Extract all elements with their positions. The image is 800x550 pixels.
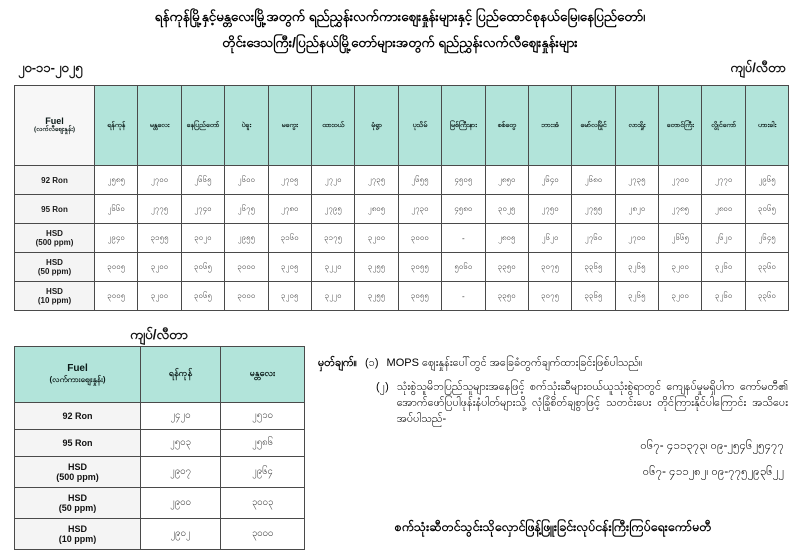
retail-price-cell: ၃၀၂၀	[181, 224, 224, 253]
wholesale-row-label-0	[15, 403, 141, 430]
retail-price-cell: ၃၀၀၀	[225, 253, 268, 282]
retail-price-cell: ၃၂၀၅	[268, 253, 311, 282]
wholesale-col-mandalay: မန္တလေး	[221, 347, 305, 403]
unit-label-top: ကျပ်/လီတာ	[730, 60, 786, 75]
phone-line-1: ၀၆၇- ၄၁၁၃၇၃၊ ၀၉-၂၅၄၆၂၅၄၇၇	[640, 439, 784, 452]
committee-name: စက်သုံးဆီတင်သွင်းသိုလှောင်ဖြန့်ဖြူးခြင်းလုပ်ငန်းကြီးကြပ်ရေးကော်မတီ	[394, 520, 712, 534]
retail-price-cell: ၃၀၀၅	[95, 282, 138, 311]
retail-price-cell: ၃၂၀၀	[659, 253, 702, 282]
retail-price-cell: ၃၂၆၀	[702, 282, 745, 311]
retail-price-cell: ၂၆၀၀	[225, 166, 268, 195]
retail-price-cell: ၃၂၆၅	[615, 282, 658, 311]
retail-price-cell: ၃၂၆၅	[615, 253, 658, 282]
retail-price-cell: ၂၈၀၀	[702, 195, 745, 224]
document-title-line1: ရန်ကုန်မြို့နှင့်မန္တလေးမြို့အတွက် ရည်ညွှန်းလက်ကားဈေးနှုန်းများနှင့် ပြည်ထောင်စုနယ်မြေ၊နေပြည်တော်၊	[154, 9, 646, 24]
wholesale-price-table	[14, 346, 305, 550]
retail-city-header-10: ဘားအံ	[528, 86, 571, 166]
retail-city-header-1: မန္တလေး	[138, 86, 181, 166]
retail-fuel-header: Fuel	[45, 116, 64, 126]
retail-row-label-4	[15, 282, 95, 311]
fuel-label-line2: (50 ppm)	[37, 267, 72, 276]
fuel-label-line1: 95 Ron	[41, 204, 68, 214]
retail-price-cell: ၂၇၀၀	[659, 166, 702, 195]
fuel-label-line1: HSD	[46, 258, 63, 267]
retail-price-cell: ၂၇၇၅	[138, 195, 181, 224]
retail-city-header-15: ဟားခါး	[745, 86, 788, 166]
retail-price-cell: ၂၈၅၀	[485, 166, 528, 195]
retail-price-cell: ၃၂၂၀	[311, 282, 354, 311]
retail-price-cell: ၃၃၆၀	[745, 253, 788, 282]
retail-price-cell: ၃၀၆၅	[181, 253, 224, 282]
retail-price-cell: ၅၀၆၀	[442, 253, 485, 282]
retail-row-label-2	[15, 224, 95, 253]
retail-price-cell: ၂၇၃၅	[615, 166, 658, 195]
retail-price-cell: ၄၅၈၀	[442, 195, 485, 224]
retail-price-cell: ၂၆၈၀	[572, 166, 615, 195]
retail-row-label-3	[15, 253, 95, 282]
wholesale-row-label-3	[15, 488, 141, 519]
retail-row-4	[15, 282, 789, 311]
fuel-label-line1: 92 Ron	[41, 175, 68, 185]
wholesale-col-yangon: ရန်ကုန်	[141, 347, 221, 403]
retail-price-cell: ၃၂၆၀	[702, 253, 745, 282]
retail-price-cell: ၃၃၅၀	[485, 282, 528, 311]
retail-row-1	[15, 195, 789, 224]
note-2-text: သုံးစွဲသူမိဘပြည်သူများအနေဖြင့် စက်သုံးဆီများဝယ်ယူသုံးစွဲရာတွင် ကျေနပ်မှုမရှိပါက ကော်မတီ၏ အောက်ဖော်ပြပါဖုန်းနံပါတ်များသို့ လုံခြုံစိတ်ချစွာဖြင့် သတင်းပေး တိုင်ကြားနိုင်ပါကြောင်း အသိပေးအပ်ပါသည်-	[396, 380, 788, 425]
retail-price-cell: ၃၀၂၅	[485, 195, 528, 224]
retail-price-cell: ၂၇၀၀	[138, 166, 181, 195]
retail-price-cell: ၂၆၄၅	[745, 224, 788, 253]
retail-price-table	[14, 85, 789, 311]
retail-row-0	[15, 166, 789, 195]
retail-price-cell: ၂၇၈၅	[659, 195, 702, 224]
retail-city-header-4: မကွေး	[268, 86, 311, 166]
retail-price-cell: ၂၉၆၅	[745, 166, 788, 195]
wholesale-row-3	[15, 488, 305, 519]
retail-city-header-6: မုံရွာ	[355, 86, 398, 166]
note-2	[376, 380, 788, 428]
retail-price-cell: ၃၁၅၅	[138, 224, 181, 253]
fuel-label-line1: 92 Ron	[62, 411, 93, 421]
retail-price-cell: ၃၀၆၅	[181, 282, 224, 311]
wholesale-price-cell: ၃၀၀၀	[221, 519, 305, 550]
retail-price-cell: ၂၇၄၀	[181, 195, 224, 224]
retail-price-cell: -	[442, 282, 485, 311]
retail-city-header-14: လွိုင်ကော်	[702, 86, 745, 166]
retail-price-cell: ၂၆၂၀	[702, 224, 745, 253]
retail-price-cell: ၃၂၀၀	[138, 253, 181, 282]
retail-price-cell: ၂၇၉၅	[311, 195, 354, 224]
retail-price-cell: ၂၇၅၀	[528, 195, 571, 224]
wholesale-row-label-4	[15, 519, 141, 550]
phone-line-2: ၀၆၇- ၄၁၁၂၈၂၊ ၀၉-၇၇၅၂၉၃၆၂၂	[642, 466, 784, 479]
retail-city-header-7: ပုသိမ်	[398, 86, 441, 166]
retail-price-cell: ၃၂၅၅	[355, 253, 398, 282]
wholesale-fuel-subheader: (လက်ကားဈေးနှုန်း)	[49, 375, 106, 384]
note-2-number: (၂)	[376, 380, 389, 393]
retail-price-cell: ၃၃၅၀	[485, 253, 528, 282]
retail-city-header-3: ပဲခူး	[225, 86, 268, 166]
notes-section	[318, 356, 788, 481]
retail-city-header-13: တောင်ကြီး	[659, 86, 702, 166]
retail-price-cell: ၃၂၀၀	[355, 224, 398, 253]
wholesale-price-cell: ၃၀၀၃	[221, 488, 305, 519]
wholesale-fuel-header: Fuel	[67, 363, 88, 374]
wholesale-row-2	[15, 457, 305, 488]
retail-price-cell: ၄၅၀၅	[442, 166, 485, 195]
retail-price-cell: ၂၇၂၀	[311, 166, 354, 195]
retail-price-cell: ၃၂၀၅	[268, 282, 311, 311]
retail-price-cell: ၃၂၀၀	[659, 282, 702, 311]
fuel-label-line1: HSD	[67, 493, 87, 503]
retail-table-header-row	[15, 86, 789, 166]
retail-price-cell: ၂၆၅၅	[398, 166, 441, 195]
wholesale-row-label-2	[15, 457, 141, 488]
fuel-label-line2: (500 ppm)	[35, 238, 74, 247]
retail-price-cell: ၃၃၆၅	[572, 282, 615, 311]
retail-price-cell: ၃၀၆၅	[745, 195, 788, 224]
document-title-line2: တိုင်းဒေသကြီး/ပြည်နယ်မြို့တော်များအတွက် ရည်ညွှန်းလက်လီဈေးနှုန်းများ	[222, 35, 578, 50]
wholesale-price-cell: ၂၉၀၇	[141, 457, 221, 488]
fuel-label-line2: (10 ppm)	[58, 534, 97, 544]
retail-row-2	[15, 224, 789, 253]
retail-price-cell: ၃၂၀၀	[138, 282, 181, 311]
fuel-label-line2: (50 ppm)	[58, 503, 97, 513]
unit-label-bottom: ကျပ်/လီတာ	[130, 327, 188, 342]
fuel-label-line1: HSD	[67, 462, 87, 472]
wholesale-table-header-row	[15, 347, 305, 403]
retail-price-cell: ၂၆၇၅	[225, 195, 268, 224]
retail-price-cell: ၃၂၅၅	[355, 282, 398, 311]
retail-price-cell: ၃၀၅၅	[398, 253, 441, 282]
retail-price-cell: ၂၈၀၅	[485, 224, 528, 253]
retail-price-cell: -	[442, 224, 485, 253]
retail-price-cell: ၂၇၃၅	[355, 166, 398, 195]
wholesale-price-cell: ၂၅၁၀	[221, 403, 305, 430]
retail-price-cell: ၂၆၂၀	[528, 224, 571, 253]
fuel-label-line1: HSD	[46, 287, 63, 296]
fuel-label-line1: HSD	[67, 524, 87, 534]
retail-price-cell: ၂၅၈၅	[95, 166, 138, 195]
wholesale-row-4	[15, 519, 305, 550]
wholesale-price-cell: ၂၉၆၄	[221, 457, 305, 488]
wholesale-price-cell: ၂၄၂၀	[141, 403, 221, 430]
wholesale-row-1	[15, 430, 305, 457]
note-1-text: MOPS ဈေးနှုန်းပေါ်တွင် အခြေခံတွက်ချက်ထားခြင်းဖြစ်ပါသည်။	[386, 357, 643, 369]
retail-price-cell: ၂၈၀၅	[355, 195, 398, 224]
retail-price-cell: ၃၃၆၅	[572, 253, 615, 282]
retail-price-cell: ၃၀၀၀	[398, 224, 441, 253]
retail-price-cell: ၃၀၀၀	[225, 282, 268, 311]
retail-price-cell: ၂၆၆၅	[181, 166, 224, 195]
retail-price-cell: ၂၇၈၀	[268, 195, 311, 224]
fuel-label-line2: (500 ppm)	[56, 472, 99, 482]
retail-price-cell: ၂၉၅၅	[225, 224, 268, 253]
wholesale-price-cell: ၂၅၈၆	[221, 430, 305, 457]
retail-price-cell: ၃၀၇၅	[528, 253, 571, 282]
retail-price-cell: ၂၆၆၀	[95, 195, 138, 224]
fuel-label-line1: 95 Ron	[62, 438, 93, 448]
wholesale-price-cell: ၂၅၀၃	[141, 430, 221, 457]
retail-price-cell: ၃၂၂၀	[311, 253, 354, 282]
retail-price-cell: ၂၇၆၀	[572, 224, 615, 253]
retail-price-cell: ၃၃၆၀	[745, 282, 788, 311]
fuel-label-line1: HSD	[46, 229, 63, 238]
retail-price-cell: ၂၈၂၀	[615, 195, 658, 224]
retail-fuel-header-cell	[15, 86, 95, 166]
retail-price-cell: ၂၆၄၀	[528, 166, 571, 195]
note-1	[318, 356, 788, 372]
retail-city-header-12: လားရှိုး	[615, 86, 658, 166]
fuel-label-line2: (10 ppm)	[37, 296, 72, 305]
notes-heading: မှတ်ချက်။	[318, 357, 358, 369]
date-label: ၂၀-၁၁-၂၀၂၅	[18, 60, 83, 75]
retail-city-header-8: မြစ်ကြီးနား	[442, 86, 485, 166]
retail-city-header-0: ရန်ကုန်	[95, 86, 138, 166]
retail-fuel-subheader: (လက်လီဈေးနှုန်း)	[33, 126, 75, 133]
wholesale-price-cell: ၂၉၀၂	[141, 519, 221, 550]
retail-price-cell: ၂၇၅၅	[572, 195, 615, 224]
retail-price-cell: ၃၀၅၅	[398, 282, 441, 311]
retail-price-cell: ၂၆၆၅	[659, 224, 702, 253]
date-unit-row	[18, 60, 786, 78]
wholesale-fuel-header-cell	[15, 347, 141, 403]
retail-price-cell: ၃၁၆၀	[268, 224, 311, 253]
wholesale-price-cell: ၂၉၀၀	[141, 488, 221, 519]
retail-city-header-5: ထားဝယ်	[311, 86, 354, 166]
retail-price-cell: ၂၇၀၅	[268, 166, 311, 195]
retail-price-cell: ၂၉၄၀	[95, 224, 138, 253]
retail-row-label-1	[15, 195, 95, 224]
retail-city-header-9: စစ်တွေ	[485, 86, 528, 166]
retail-row-3	[15, 253, 789, 282]
retail-price-cell: ၂၇၀၀	[615, 224, 658, 253]
wholesale-row-label-1	[15, 430, 141, 457]
retail-price-cell: ၂၇၇၀	[702, 166, 745, 195]
note-1-number: (၁)	[365, 357, 379, 369]
retail-row-label-0	[15, 166, 95, 195]
wholesale-row-0	[15, 403, 305, 430]
retail-price-cell: ၃၁၇၅	[311, 224, 354, 253]
retail-city-header-11: မော်လမြိုင်	[572, 86, 615, 166]
retail-price-cell: ၃၀၀၅	[95, 253, 138, 282]
retail-price-cell: ၂၇၃၀	[398, 195, 441, 224]
retail-city-header-2: နေပြည်တော်	[181, 86, 224, 166]
retail-price-cell: ၃၀၇၅	[528, 282, 571, 311]
